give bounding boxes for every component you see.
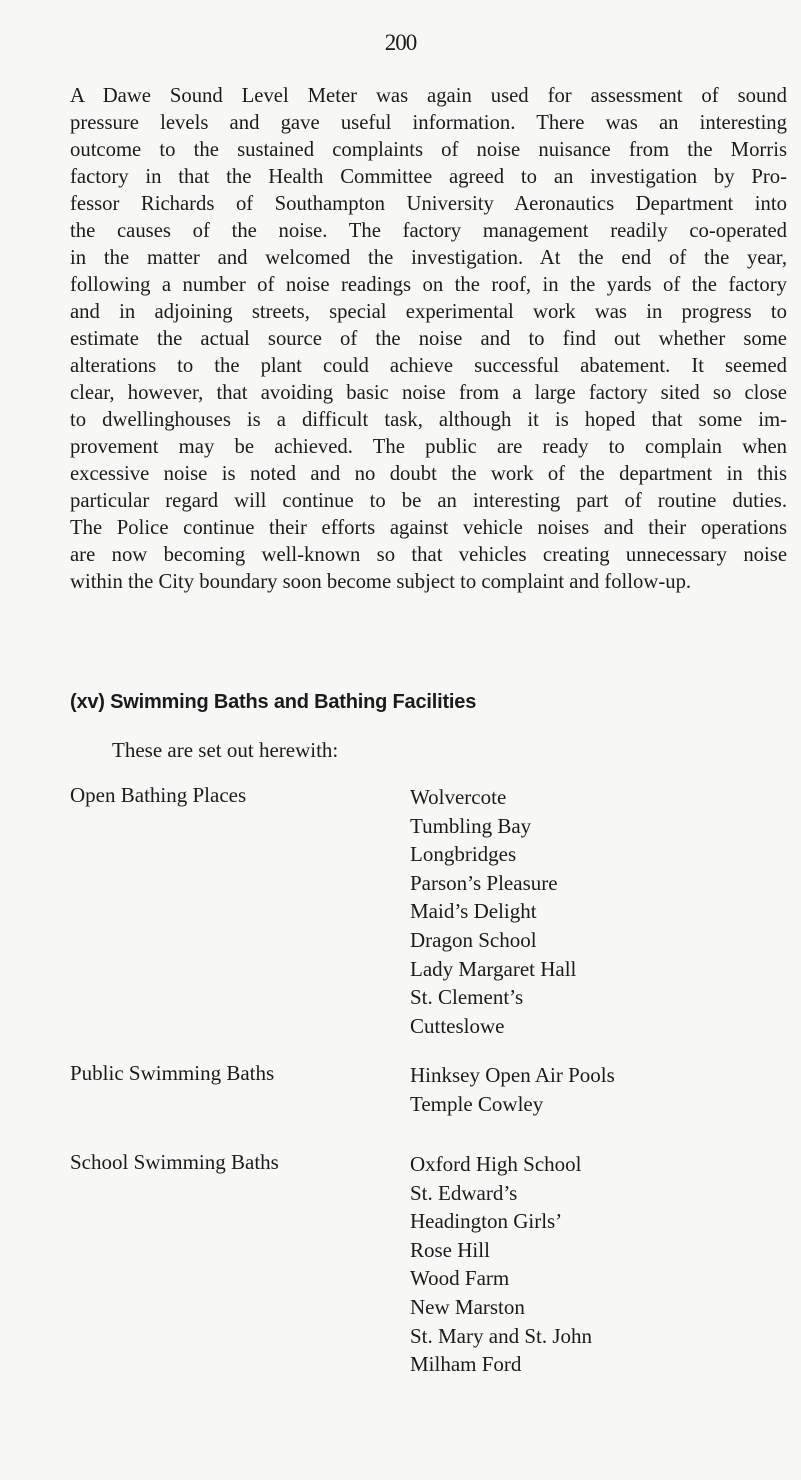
paragraph-line: in the matter and welcomed the investigation. At the end of the year, xyxy=(70,247,787,269)
school-swimming-baths-list xyxy=(410,1150,592,1379)
list-item: Cutteslowe xyxy=(410,1013,505,1038)
public-swimming-baths-list xyxy=(410,1061,615,1118)
paragraph-line: outcome to the sustained complaints of noise nuisance from the Morris xyxy=(70,139,787,161)
list-item: Lady Margaret Hall xyxy=(410,956,577,981)
noise-paragraph xyxy=(70,83,787,596)
list-item: Dragon School xyxy=(410,927,537,952)
list-item: Temple Cowley xyxy=(410,1091,544,1116)
category-label-open-bathing: Open Bathing Places xyxy=(70,783,247,807)
paragraph-line: are now becoming well-known so that vehicles creating unnecessary noise xyxy=(70,544,787,566)
category-label-public-swimming: Public Swimming Baths xyxy=(70,1061,275,1085)
paragraph-line: clear, however, that avoiding basic noise from a large factory sited so close xyxy=(70,382,787,404)
paragraph-line: following a number of noise readings on the roof, in the yards of the factory xyxy=(70,274,787,296)
list-item: Rose Hill xyxy=(410,1237,490,1262)
paragraph-line: estimate the actual source of the noise and to find out whether some xyxy=(70,328,787,350)
list-item: St. Edward’s xyxy=(410,1180,518,1205)
open-bathing-places-list xyxy=(410,783,576,1040)
list-item: St. Mary and St. John xyxy=(410,1323,593,1348)
paragraph-line: excessive noise is noted and no doubt the work of the department in this xyxy=(70,463,787,485)
list-item: St. Clement’s xyxy=(410,985,524,1010)
paragraph-line: within the City boundary soon become subject to complaint and follow-up. xyxy=(70,571,692,593)
paragraph-line: pressure levels and gave useful information. There was an interesting xyxy=(70,112,787,134)
section-intro: These are set out herewith: xyxy=(112,738,339,762)
list-item: Tumbling Bay xyxy=(410,813,532,838)
list-item: New Marston xyxy=(410,1294,525,1319)
paragraph-line: and in adjoining streets, special experimental work was in progress to xyxy=(70,301,787,323)
list-item: Parson’s Pleasure xyxy=(410,870,558,895)
category-label-school-swimming: School Swimming Baths xyxy=(70,1150,279,1174)
paragraph-line: factory in that the Health Committee agreed to an investigation by Pro- xyxy=(70,166,787,188)
paragraph-line: fessor Richards of Southampton University Aeronautics Department into xyxy=(70,193,787,215)
paragraph-line: provement may be achieved. The public are ready to complain when xyxy=(70,436,787,458)
paragraph-line: particular regard will continue to be an interesting part of routine duties. xyxy=(70,490,787,512)
list-item: Hinksey Open Air Pools xyxy=(410,1063,615,1087)
page-number: 200 xyxy=(384,30,417,55)
paragraph-line: the causes of the noise. The factory management readily co-operated xyxy=(70,220,787,242)
paragraph-line: A Dawe Sound Level Meter was again used for assessment of sound xyxy=(70,85,787,107)
paragraph-line: alterations to the plant could achieve successful abatement. It seemed xyxy=(70,355,787,377)
list-item: Milham Ford xyxy=(410,1352,522,1377)
paragraph-line: The Police continue their efforts against vehicle noises and their operations xyxy=(70,517,787,539)
list-item: Wood Farm xyxy=(410,1266,510,1291)
list-item: Maid’s Delight xyxy=(410,899,537,924)
list-item: Oxford High School xyxy=(410,1152,582,1176)
list-item: Wolvercote xyxy=(410,785,507,809)
list-item: Headington Girls’ xyxy=(410,1209,563,1234)
section-heading: (xv) Swimming Baths and Bathing Facilities xyxy=(70,691,477,713)
paragraph-line: to dwellinghouses is a difficult task, although it is hoped that some im- xyxy=(70,409,787,431)
list-item: Longbridges xyxy=(410,842,517,867)
